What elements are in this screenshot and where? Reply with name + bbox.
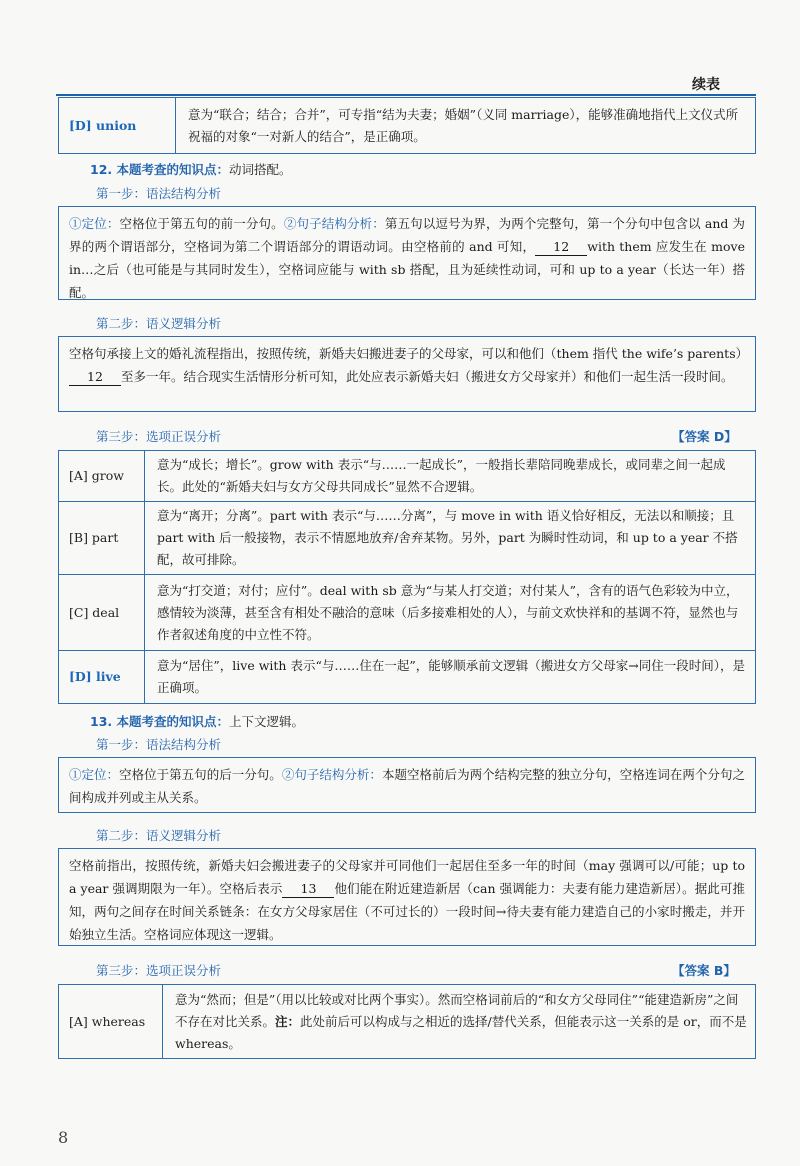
option-key: [A] grow — [59, 451, 145, 502]
q12-step2-box — [58, 336, 756, 412]
q12-step1-box — [58, 206, 756, 300]
q13-step1-box — [58, 757, 756, 813]
q13-heading — [90, 712, 304, 730]
option-desc — [163, 985, 756, 1059]
q12-step2-text1: 空格句承接上文的婚礼流程指出，按照传统，新婚夫妇搬进妻子的父母家，可以和他们（them 指代 the wife’s parents） — [69, 346, 749, 361]
q12-heading — [90, 160, 292, 178]
page-number: 8 — [58, 1128, 69, 1147]
q12-options-table — [58, 450, 756, 704]
option-desc: 意为“打交道；对付；应付”。deal with sb 意为“与某人打交道；对付某人”，含有的语气色彩较为中立，感情较为淡薄，甚至含有相处不融洽的意味（后多接难相处的人），与前文欢快祥和的基调不符，显然也与作者叙述角度的中立性不符。 — [145, 575, 756, 651]
q13-step2-text2: 他们能在附近建造新居（can 强调能力：夫妻有能力建造新居）。据此可推知，两句之间存在时间关系链条：在女方父母家居住（不可过长的）一段时间→待夫妻有能力建造自己的小家时搬走，并开始独立生活。空格词应体现这一逻辑。 — [69, 881, 745, 942]
prev-options-table — [58, 97, 756, 154]
q13-step1-text1: 空格位于第五句的后一分句。 — [119, 767, 282, 782]
q12-step1-text1: 空格位于第五句的前一分句。 — [119, 216, 284, 231]
q13-number-label: 13. 本题考查的知识点： — [90, 714, 229, 729]
option-key: [A] whereas — [59, 985, 163, 1059]
option-desc: 意为“居住”，live with 表示“与……住在一起”，能够顺承前文逻辑（搬进女方父母家→同住一段时间），是正确项。 — [145, 651, 756, 704]
locate-mark: ①定位： — [69, 216, 120, 231]
q12-step2-label: 第二步：语义逻辑分析 — [96, 316, 222, 331]
blank-12: 12 — [535, 238, 587, 256]
q13-step2-box — [58, 848, 756, 946]
q13-step2-label: 第二步：语义逻辑分析 — [96, 828, 222, 843]
q13-step1-text2: 本题空格前后为两个结构完整的独立分句，空格连词在两个分句之间构成并列或主从关系。 — [69, 767, 745, 805]
option-desc-part1: 意为“然而；但是”（用以比较或对比两个事实）。然而空格词前后的“和女方父母同住”“能建造新房”之间不存在对比关系。 — [175, 991, 739, 1029]
table-row — [59, 985, 756, 1059]
q12-step1-label: 第一步：语法结构分析 — [96, 186, 222, 201]
blank-13: 13 — [282, 880, 334, 898]
table-row — [59, 98, 756, 154]
structure-mark: ②句子结构分析： — [281, 767, 382, 782]
table-row — [59, 575, 756, 651]
option-desc-part2: 此处前后可以构成与之相近的选择/替代关系，但能表示这一关系的是 or，而不是 whereas。 — [175, 1013, 747, 1051]
q12-step1-text2: 第五句以逗号为界，为两个完整句，第一个分句中包含以 and 为界的两个谓语部分，空格词为第二个谓语部分的谓语动词。由空格前的 and 可知， — [69, 216, 745, 254]
top-rule — [56, 94, 756, 96]
blank-12: 12 — [69, 368, 121, 386]
option-key: [D] live — [59, 651, 145, 704]
q12-number-label: 12. 本题考查的知识点： — [90, 162, 229, 177]
option-key: [D] union — [59, 98, 176, 154]
q13-answer-badge: 【答案 B】 — [672, 963, 736, 978]
q13-step3-label: 第三步：选项正误分析 — [96, 963, 222, 978]
q13-topic: 上下文逻辑。 — [229, 714, 305, 729]
q13-step2-text1: 空格前指出，按照传统，新婚夫妇会搬进妻子的父母家并可同他们一起居住至多一年的时间（may 强调可以/可能；up to a year 强调期限为一年）。空格后表示 — [69, 858, 745, 896]
q12-step2-text2: 至多一年。结合现实生活情形分析可知，此处应表示新婚夫妇（搬进女方父母家并）和他们一起生活一段时间。 — [121, 369, 734, 384]
table-row — [59, 451, 756, 502]
q12-step3-label: 第三步：选项正误分析 — [96, 429, 222, 444]
q12-answer-badge: 【答案 D】 — [672, 429, 737, 444]
q13-options-table — [58, 984, 756, 1059]
option-desc: 意为“离开；分离”。part with 表示“与……分离”，与 move in with 语义恰好相反，无法以和顺接；且 part with 后一般接物，表示不情愿地放弃/舍弃某物。另外，part 为瞬时性动词，和 up to a year 不搭配，故可排除。 — [145, 502, 756, 575]
option-key: [B] part — [59, 502, 145, 575]
table-row — [59, 651, 756, 704]
locate-mark: ①定位： — [69, 767, 120, 782]
q12-topic: 动词搭配。 — [229, 162, 292, 177]
option-desc: 意为“成长；增长”。grow with 表示“与……一起成长”，一般指长辈陪同晚辈成长，或同辈之间一起成长。此处的“新婚夫妇与女方父母共同成长”显然不合逻辑。 — [145, 451, 756, 502]
q13-step1-label: 第一步：语法结构分析 — [96, 737, 222, 752]
continued-label: 续表 — [692, 77, 720, 93]
table-row — [59, 502, 756, 575]
q12-step1-text3: with them 应发生在 move in…之后（也可能是与其同时发生），空格词应能与 with sb 搭配，且为延续性动词，可和 up to a year（长达一年）搭配。 — [69, 239, 746, 300]
option-key: [C] deal — [59, 575, 145, 651]
option-desc: 意为“联合；结合；合并”，可专指“结为夫妻；婚姻”（义同 marriage），能够准确地指代上文仪式所祝福的对象“一对新人的结合”，是正确项。 — [176, 98, 756, 154]
note-label: 注： — [275, 1013, 301, 1029]
structure-mark: ②句子结构分析： — [283, 216, 385, 231]
